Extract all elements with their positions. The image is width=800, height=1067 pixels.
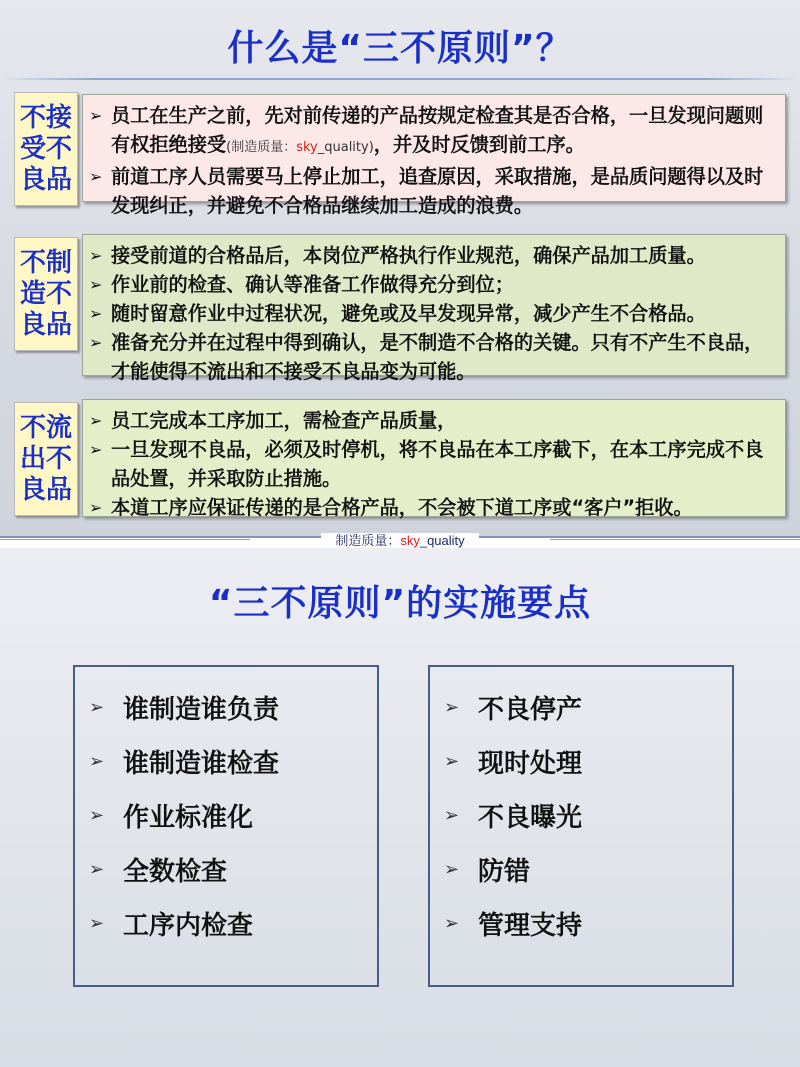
- arrow-bullet-icon: ➢: [444, 697, 460, 718]
- bullet-text-main: 员工在生产之前，先对前传递的产品按规定检查其是否合格，一旦发现问题则有权拒绝接受: [111, 104, 764, 156]
- arrow-bullet-icon: ➢: [89, 304, 103, 323]
- key-point-text: 现时处理: [478, 749, 583, 779]
- arrow-bullet-icon: ➢: [89, 106, 103, 125]
- label-line: 出不: [19, 443, 72, 474]
- arrow-bullet-icon: ➢: [444, 805, 460, 826]
- list-item: [444, 797, 582, 834]
- watermark-brand: sky: [400, 533, 420, 548]
- list-item: [89, 797, 253, 834]
- list-item: [89, 241, 777, 270]
- arrow-bullet-icon: ➢: [444, 859, 460, 880]
- bullet-text: 接受前道的合格品后，本岗位严格执行作业规范，确保产品加工质量。: [111, 244, 706, 267]
- arrow-bullet-icon: ➢: [444, 913, 460, 934]
- bullet-text: 作业前的检查、确认等准备工作做得充分到位；: [111, 273, 514, 296]
- list-item: [89, 270, 777, 299]
- arrow-bullet-icon: ➢: [444, 751, 460, 772]
- principle-label: [14, 92, 78, 206]
- source-watermark: [0, 530, 800, 549]
- list-item: [89, 743, 279, 780]
- key-point-text: 不良曝光: [478, 803, 583, 833]
- key-points-right-box: [428, 665, 734, 987]
- list-item: [89, 406, 777, 435]
- principle-description: [82, 234, 786, 383]
- bullet-text: 一旦发现不良品，必须及时停机，将不良品在本工序截下，在本工序完成不良品处置，并采取防止措施。: [111, 438, 764, 490]
- label-line: 不接: [19, 102, 72, 133]
- list-item: [89, 328, 777, 386]
- label-line: 不流: [19, 412, 72, 443]
- bullet-text: 随时留意作业中过程状况，避免或及早发现异常，减少产生不合格品。: [111, 302, 706, 325]
- title-divider: [0, 78, 800, 80]
- bullet-text: 本道工序应保证传递的是合格产品，不会被下道工序或“客户”拒收。: [111, 496, 693, 519]
- list-item: [89, 493, 777, 522]
- key-point-text: 谁制造谁检查: [123, 749, 280, 779]
- list-item: [89, 905, 253, 942]
- label-line: 良品: [19, 309, 72, 340]
- section-title: “三不原则”的实施要点: [208, 583, 592, 624]
- arrow-bullet-icon: ➢: [89, 913, 105, 934]
- label-line: 造不: [19, 278, 72, 309]
- list-item: [89, 299, 777, 328]
- bullet-text: 前道工序人员需要马上停止加工，追查原因，采取措施，是品质问题得以及时发现纠正，并避免不合格品继续加工造成的浪费。: [111, 165, 764, 217]
- list-item: [444, 905, 582, 942]
- arrow-bullet-icon: ➢: [89, 498, 103, 517]
- key-point-text: 作业标准化: [123, 803, 254, 833]
- key-point-text: 谁制造谁负责: [123, 695, 280, 725]
- arrow-bullet-icon: ➢: [89, 246, 103, 265]
- principle-label: [14, 402, 78, 516]
- label-line: 不制: [19, 247, 72, 278]
- arrow-bullet-icon: ➢: [89, 333, 103, 352]
- list-item: [89, 435, 777, 493]
- list-item: [89, 851, 227, 888]
- principle-description: [82, 94, 786, 217]
- bullet-text: [111, 101, 777, 162]
- key-point-text: 防错: [478, 857, 531, 887]
- bullet-text: 员工完成本工序加工，需检查产品质量，: [111, 409, 457, 432]
- key-point-text: 工序内检查: [123, 911, 254, 941]
- arrow-bullet-icon: ➢: [89, 275, 103, 294]
- inline-source-label: (制造质量：: [226, 140, 297, 155]
- label-line: 受不: [19, 133, 72, 164]
- arrow-bullet-icon: ➢: [89, 167, 103, 186]
- key-point-text: 全数检查: [123, 857, 228, 887]
- list-item: [444, 851, 530, 888]
- inline-source-suffix: _quality): [317, 140, 374, 155]
- arrow-bullet-icon: ➢: [89, 440, 103, 459]
- arrow-bullet-icon: ➢: [89, 751, 105, 772]
- key-point-text: 管理支持: [478, 911, 583, 941]
- label-line: 良品: [19, 164, 72, 195]
- list-item: [89, 162, 777, 220]
- bullet-text: 准备充分并在过程中得到确认，是不制造不合格的关键。只有不产生不良品，才能使得不流出和不接受不良品变为可能。: [111, 331, 764, 383]
- list-item: [89, 689, 279, 726]
- principle-label: [14, 237, 78, 351]
- bullet-text-end: ，并及时反馈到前工序。: [373, 133, 585, 156]
- principle-description: [82, 399, 786, 517]
- list-item: [89, 101, 777, 162]
- watermark-prefix: 制造质量：: [335, 533, 401, 548]
- label-line: 良品: [19, 474, 72, 505]
- inline-source-brand: sky: [296, 140, 318, 155]
- arrow-bullet-icon: ➢: [89, 411, 103, 430]
- page-title: 什么是“三不原则”？: [227, 28, 573, 69]
- key-points-left-box: [73, 665, 379, 987]
- arrow-bullet-icon: ➢: [89, 805, 105, 826]
- arrow-bullet-icon: ➢: [89, 859, 105, 880]
- key-point-text: 不良停产: [478, 695, 583, 725]
- arrow-bullet-icon: ➢: [89, 697, 105, 718]
- watermark-suffix: _quality: [419, 533, 465, 548]
- list-item: [444, 743, 582, 780]
- list-item: [444, 689, 582, 726]
